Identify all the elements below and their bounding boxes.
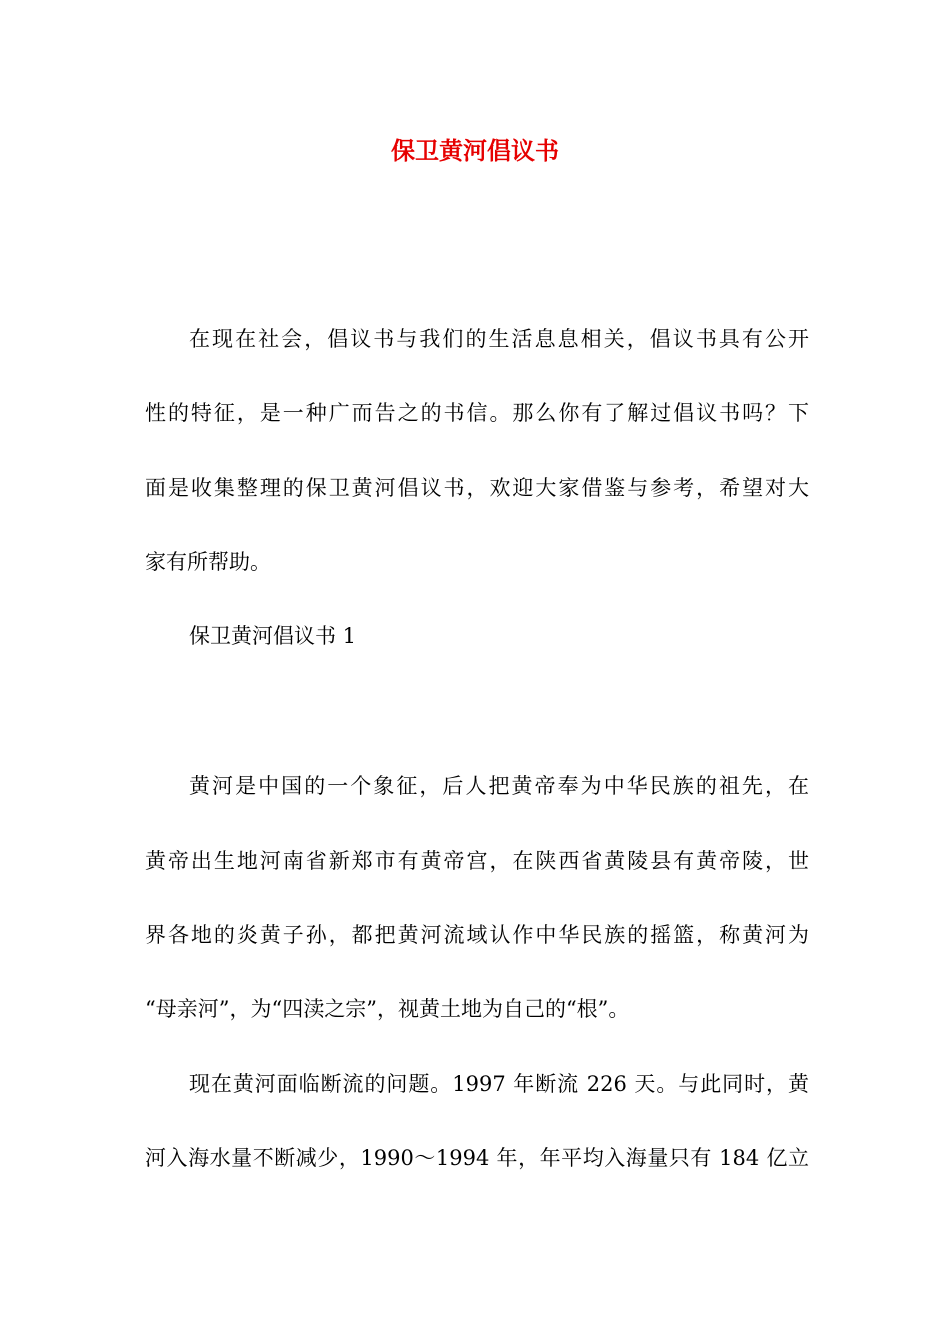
intro-line-1: 在现在社会，倡议书与我们的生活息息相关，倡议书具有公开: [189, 327, 809, 351]
intro-line-4: 家有所帮助。: [145, 550, 271, 574]
para1-line-4: “母亲河”，为“四渎之宗”，视黄土地为自己的“根”。: [145, 997, 630, 1021]
para2-line-1: 现在黄河面临断流的问题。1997 年断流 226 天。与此同时，黄: [189, 1072, 809, 1096]
intro-line-3: 面是收集整理的保卫黄河倡议书，欢迎大家借鉴与参考，希望对大: [145, 476, 809, 500]
para2-line-2: 河入海水量不断减少，1990～1994 年，年平均入海量只有 184 亿立: [145, 1146, 809, 1170]
para1-line-3: 界各地的炎黄子孙，都把黄河流域认作中华民族的摇篮，称黄河为: [145, 923, 809, 947]
section-heading: 保卫黄河倡议书 1: [189, 624, 357, 648]
document-title: 保卫黄河倡议书: [391, 136, 559, 165]
para1-line-2: 黄帝出生地河南省新郑市有黄帝宫，在陕西省黄陵县有黄帝陵，世: [145, 849, 809, 873]
para1-line-1: 黄河是中国的一个象征，后人把黄帝奉为中华民族的祖先，在: [189, 774, 809, 798]
intro-line-2: 性的特征，是一种广而告之的书信。那么你有了解过倡议书吗？下: [145, 401, 809, 425]
